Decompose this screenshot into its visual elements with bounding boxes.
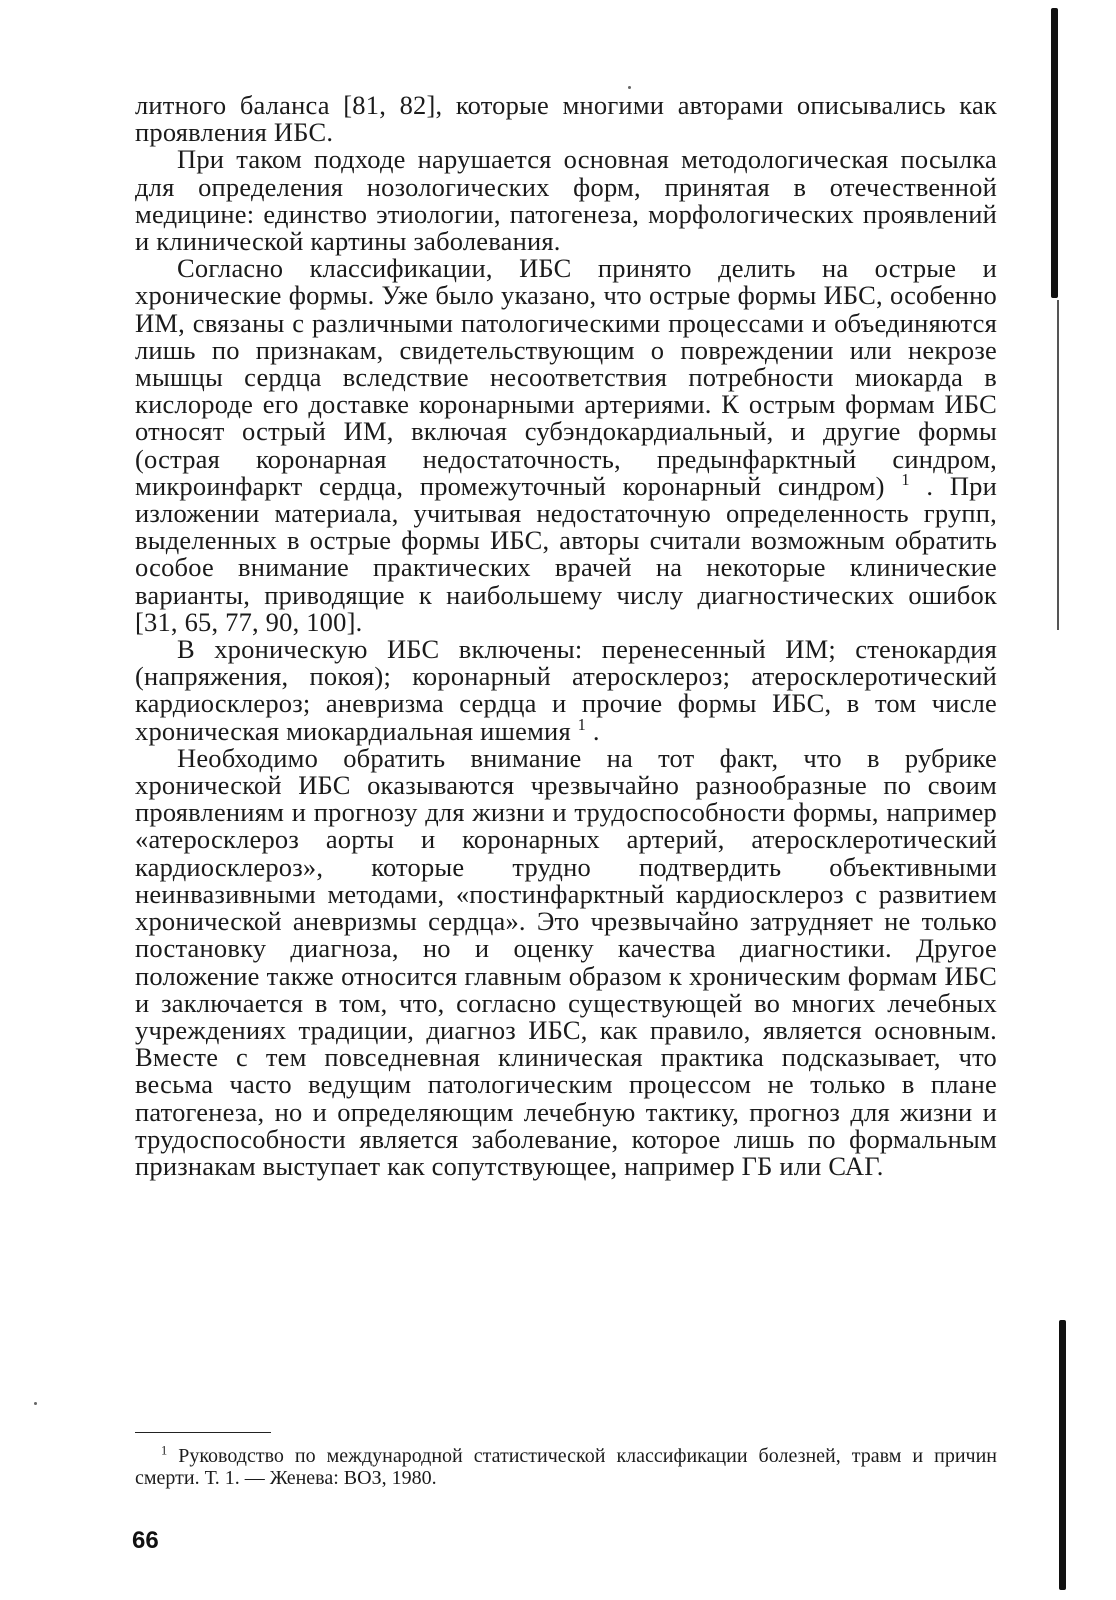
paragraph-text: . При изложении материала, учитывая недостаточную определенность групп, выделенных в острые формы ИБС, авторы считали возможным обратить особое внимание практических врачей на некоторые клинические варианты, приводящие к наибольшему числу диагностических ошибок [31, 65, 77, 90, 100]. — [135, 470, 998, 637]
paragraph-text: . — [592, 715, 600, 746]
paragraph-text: Необходимо обратить внимание на тот факт, что в рубрике хронической ИБС оказываются чрезвычайно разнообразные по своим проявлениям и прогнозу для жизни и трудоспособности формы, например «атеросклероз аорты и коронарных артерий, атеросклеротический кардиосклероз», которые трудно подтвердить объективными неинвазивными методами, «постинфарктный кардиосклероз с развитием хронической аневризмы сердца». Это чрезвычайно затрудняет не только постановку диагноза, но и оценку качества диагностики. Другое положение также относится главным образом к хроническим формам ИБС и заключается в том, что, согласно существующей во многих лечебных учреждениях традиции, диагноз ИБС, как правило, является основным. Вместе с тем повседневная клиническая практика подсказывает, что весьма часто ведущим патологическим процессом не только в плане патогенеза, но и определяющим лечебную тактику, прогноз для жизни и трудоспособности является заболевание, которое лишь по формальным признакам выступает как сопутствующее, например ГБ или САГ. — [135, 742, 997, 1181]
paragraph-text: При таком подходе нарушается основная методологическая посылка для определения нозологических форм, принятая в отечественной медицине: единство этиологии, патогенеза, морфологических проявлений и клинической картины заболевания. — [135, 144, 997, 257]
paragraph-text: В хроническую ИБС включены: перенесенный ИМ; стенокардия (напряжения, покоя); коронарный атеросклероз; атеросклеротический кардиосклероз; аневризма сердца и прочие формы ИБС, в том числе хроническая миокардиальная ишемия — [135, 634, 997, 746]
footnote-ref: 1 — [901, 470, 910, 490]
footnotes — [135, 1445, 997, 1489]
footnote — [135, 1445, 997, 1489]
footnote-marker: 1 — [161, 1443, 168, 1458]
paragraph — [135, 255, 997, 636]
paragraph — [135, 742, 997, 1181]
footnote-ref: 1 — [577, 714, 587, 734]
scan-edge-shadow — [1051, 8, 1058, 298]
scan-edge-line — [1057, 300, 1059, 630]
paragraph — [135, 636, 997, 745]
scan-speck — [628, 86, 631, 89]
footnote-divider — [135, 1432, 271, 1433]
page-number: 66 — [132, 1527, 159, 1554]
paragraph-text: Согласно классификации, ИБС принято делить на острые и хронические формы. Уже было указано, что острые формы ИБС, особенно ИМ, связаны с различными патологическими процессами и объединяются лишь по признакам, свидетельствующим о повреждении или некрозе мышцы сердца вследствие несоответствия потребности миокарда в кислороде его доставке коронарными артериями. К острым формам ИБС относят острый ИМ, включая субэндокардиальный, и другие формы (острая коронарная недостаточность, предынфарктный синдром, микроинфаркт сердца, промежуточный коронарный синдром) — [135, 253, 997, 501]
footnote-text: Руководство по международной статистической классификации болезней, травм и причин смерти. Т. 1. — Женева: ВОЗ, 1980. — [135, 1445, 997, 1489]
paragraph-continuation — [135, 92, 997, 146]
paragraph-text: литного баланса [81, 82], которые многими авторами описывались как проявления ИБС. — [135, 90, 997, 148]
body-text — [135, 92, 997, 1180]
scan-speck — [34, 1402, 37, 1405]
scan-edge-shadow-bottom — [1059, 1320, 1066, 1590]
paragraph — [135, 146, 997, 255]
